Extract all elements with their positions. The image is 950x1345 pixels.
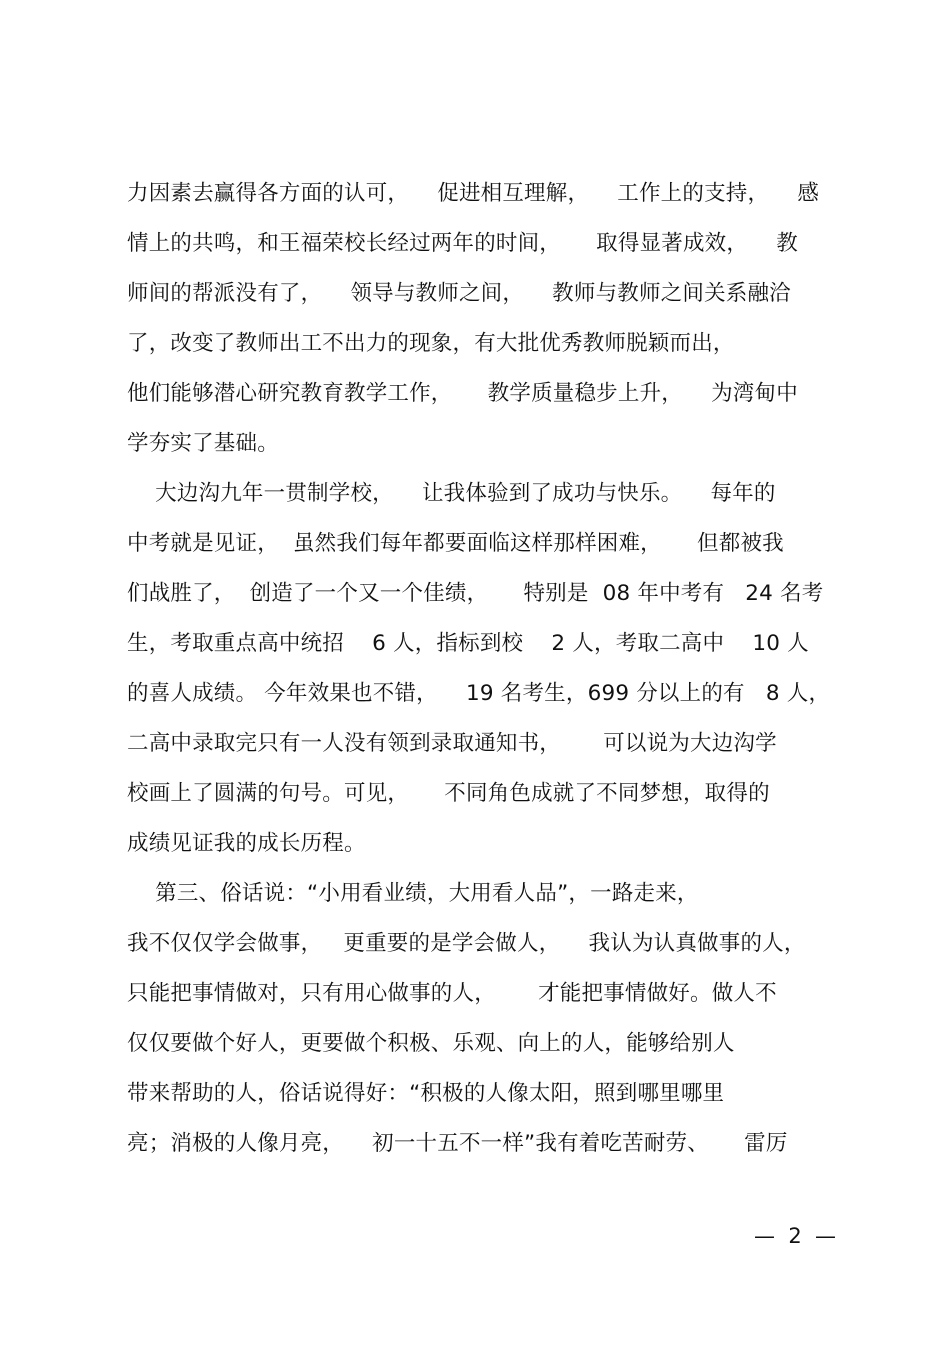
text-line: 力因素去赢得各方面的认可， 促进相互理解， 工作上的支持， 感 xyxy=(127,181,820,206)
text-line: 情上的共鸣，和王福荣校长经过两年的时间， 取得显著成效， 教 xyxy=(127,231,798,256)
text-line: 只能把事情做对，只有用心做事的人， 才能把事情做好。做人不 xyxy=(127,981,777,1006)
text-line: 二高中录取完只有一人没有领到录取通知书， 可以说为大边沟学 xyxy=(127,731,777,756)
text-line: 生，考取重点高中统招 6 人，指标到校 2 人，考取二高中 10 人 xyxy=(127,631,809,656)
text-line: 亮；消极的人像月亮， 初一十五不一样”我有着吃苦耐劳、 雷厉 xyxy=(127,1131,788,1156)
text-line: 带来帮助的人，俗话说得好：“积极的人像太阳，照到哪里哪里 xyxy=(127,1081,725,1106)
text-line: 他们能够潜心研究教育教学工作， 教学质量稳步上升， 为湾甸中 xyxy=(127,381,798,406)
text-line: 校画上了圆满的句号。可见， 不同角色成就了不同梦想，取得的 xyxy=(127,781,770,806)
text-line: 中考就是见证， 虽然我们每年都要面临这样那样困难， 但都被我 xyxy=(127,531,784,556)
text-line: 师间的帮派没有了， 领导与教师之间， 教师与教师之间关系融洽 xyxy=(127,281,791,306)
text-line: 大边沟九年一贯制学校， 让我体验到了成功与快乐。 每年的 xyxy=(127,481,776,506)
text-line: 们战胜了， 创造了一个又一个佳绩， 特别是 08 年中考有 24 名考 xyxy=(127,581,824,606)
text-line: 学夯实了基础。 xyxy=(127,431,279,456)
page-number: — 2 — xyxy=(754,1224,837,1248)
text-line: 我不仅仅学会做事， 更重要的是学会做人， 我认为认真做事的人， xyxy=(127,931,806,956)
text-line: 仅仅要做个好人，更要做个积极、乐观、向上的人，能够给别人 xyxy=(127,1031,735,1056)
text-line: 成绩见证我的成长历程。 xyxy=(127,831,366,856)
text-line: 了，改变了教师出工不出力的现象，有大批优秀教师脱颖而出， xyxy=(127,331,735,356)
text-line: 的喜人成绩。 今年效果也不错， 19 名考生，699 分以上的有 8 人， xyxy=(127,681,831,706)
text-line: 第三、俗话说：“小用看业绩，大用看人品”，一路走来， xyxy=(127,881,699,906)
